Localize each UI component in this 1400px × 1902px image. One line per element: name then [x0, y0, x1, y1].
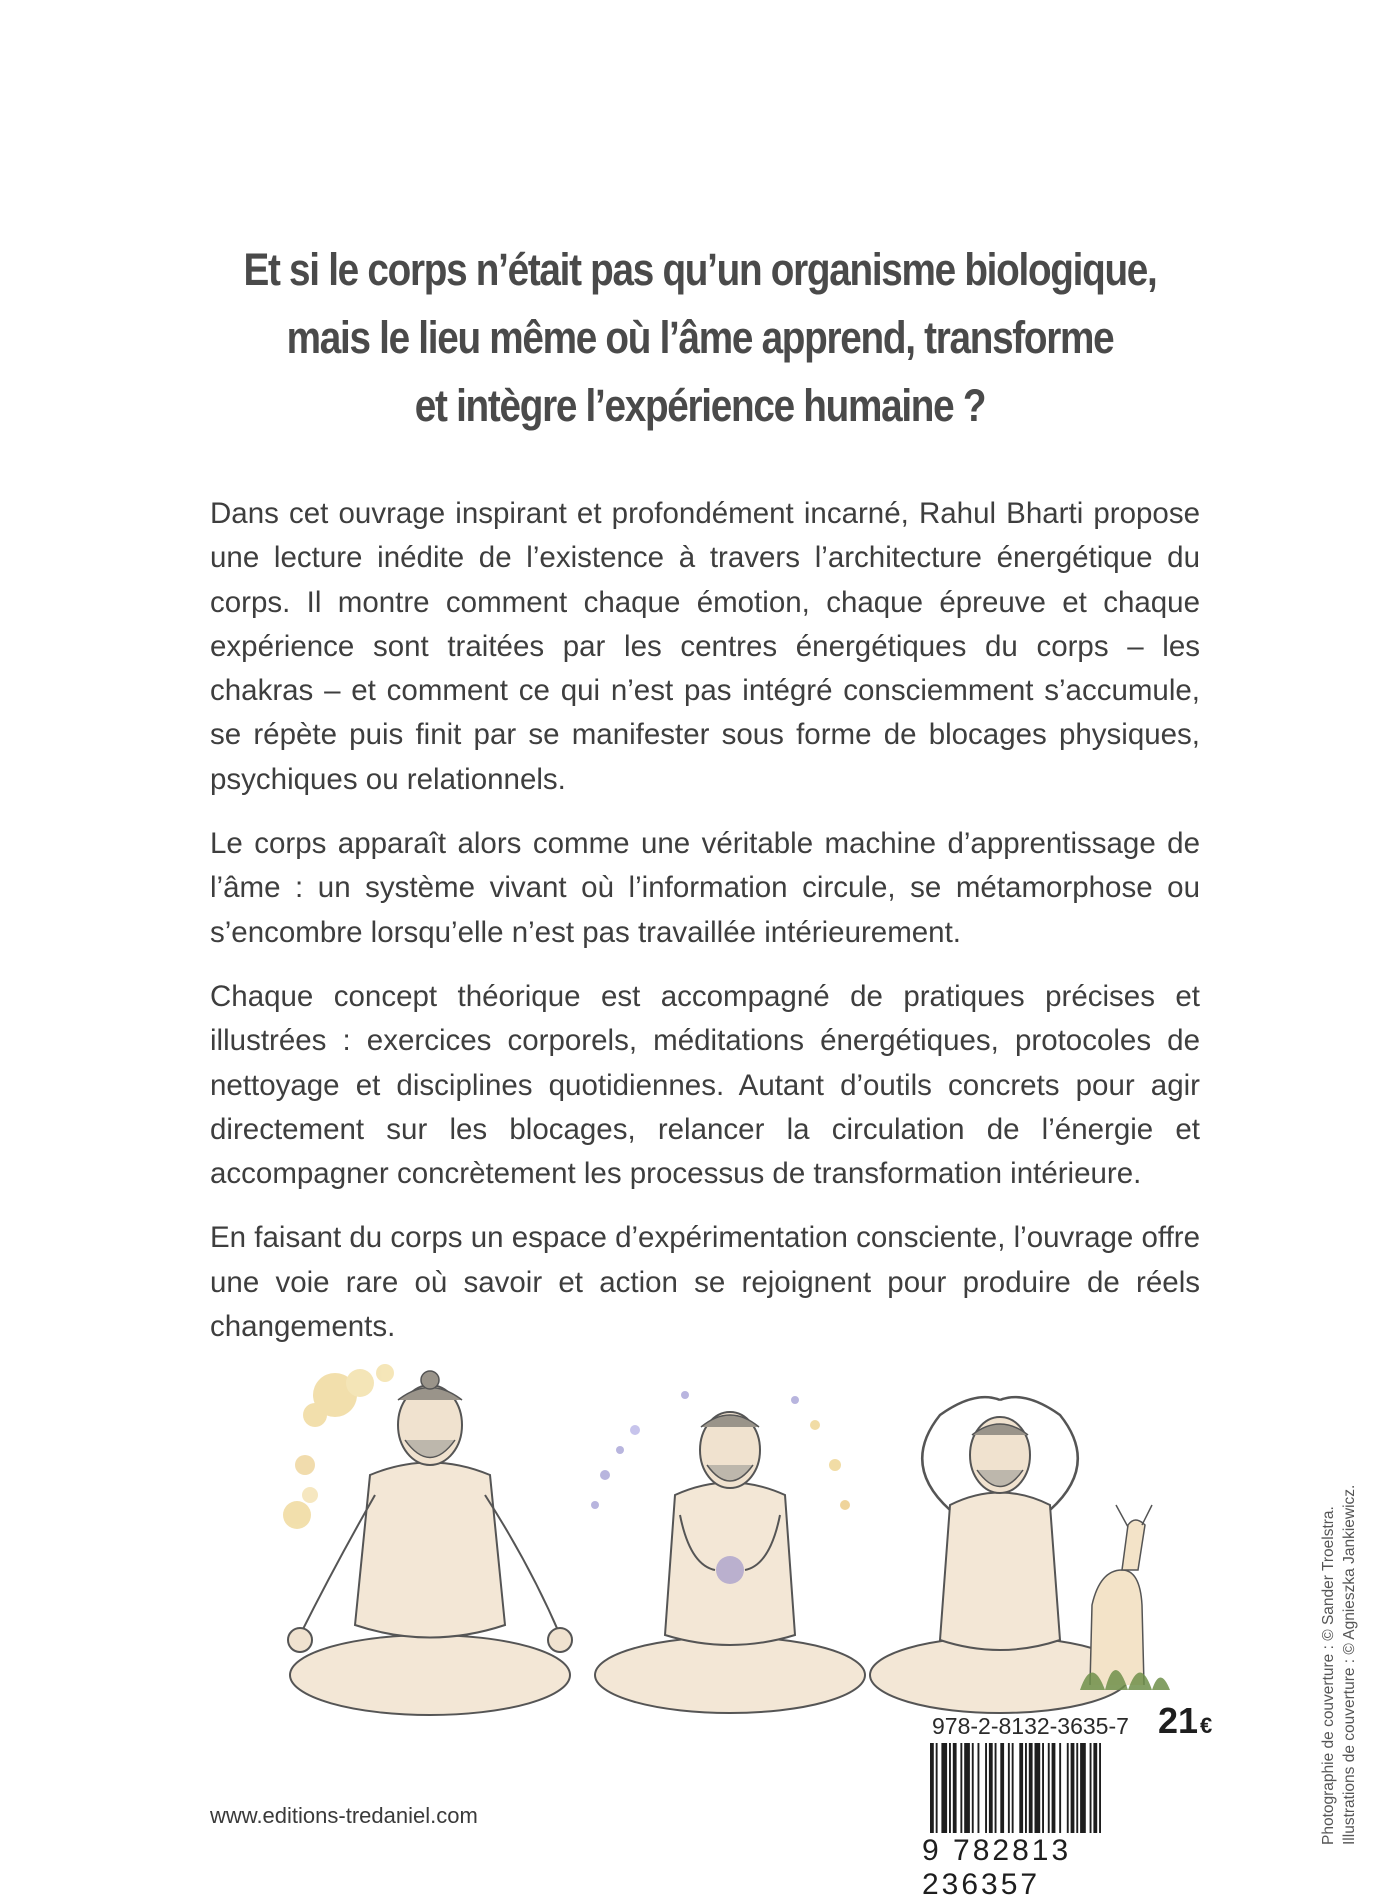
- barcode: [928, 1743, 1190, 1833]
- price-amount: 21: [1158, 1700, 1199, 1741]
- barcode-bar: [1052, 1743, 1056, 1833]
- barcode-bar: [930, 1743, 934, 1833]
- headline: [236, 236, 1165, 440]
- barcode-bar: [936, 1743, 938, 1833]
- paragraph-4: En faisant du corps un espace d’expérimentation consciente, l’ouvrage offre une voie rare où savoir et action se rejoignent pour produire de réels changements.: [210, 1221, 1200, 1344]
- headline-line-1: Et si le corps n’était pas qu’un organisme biologique,: [243, 244, 1157, 295]
- publisher-website: www.editions-tredaniel.com: [210, 1803, 478, 1828]
- deer-icon: [1080, 1505, 1170, 1690]
- paragraph-2: Le corps apparaît alors comme une véritable machine d’apprentissage de l’âme : un système vivant où l’information circule, se métamorphose ou s’encombre lorsqu’elle n’est pas travaillée intérieurement.: [210, 827, 1200, 949]
- back-cover-text: [210, 492, 1200, 1369]
- barcode-bar: [1025, 1743, 1027, 1833]
- barcode-bar: [989, 1743, 993, 1833]
- barcode-bar: [1076, 1743, 1078, 1833]
- barcode-bar: [1093, 1743, 1097, 1833]
- barcode-bar: [978, 1743, 980, 1833]
- isbn-number: 978-2-8132-3635-7: [932, 1713, 1129, 1739]
- barcode-bar: [1029, 1743, 1033, 1833]
- photo-credit: Photographie de couverture : © Sander Troelstra.: [1320, 1506, 1337, 1845]
- barcode-bar: [1067, 1743, 1069, 1833]
- cover-credits: [1318, 1365, 1360, 1845]
- barcode-bar: [972, 1743, 974, 1833]
- meditating-figure-icon: [265, 1355, 595, 1735]
- barcode-bar: [964, 1743, 970, 1833]
- headline-line-3: et intègre l’expérience humaine ?: [414, 380, 986, 431]
- barcode-bar: [1048, 1743, 1050, 1833]
- barcode-digits: 9 782813 236357: [922, 1834, 1072, 1901]
- price: [1158, 1700, 1212, 1742]
- barcode-bar: [985, 1743, 987, 1833]
- barcode-bar: [1000, 1743, 1004, 1833]
- hands-energy-figure-icon: [565, 1355, 895, 1735]
- barcode-bar: [960, 1743, 962, 1833]
- barcode-bar: [1042, 1743, 1044, 1833]
- barcode-bar: [1080, 1743, 1086, 1833]
- barcode-bar: [995, 1743, 997, 1833]
- barcode-bar: [949, 1743, 951, 1833]
- barcode-bar: [1090, 1743, 1092, 1833]
- headline-line-2: mais le lieu même où l’âme apprend, transforme: [286, 312, 1114, 363]
- barcode-bar: [1059, 1743, 1061, 1833]
- barcode-bar: [1071, 1743, 1075, 1833]
- barcode-bar: [941, 1743, 947, 1833]
- barcode-bar: [1012, 1743, 1014, 1833]
- barcode-bar: [1099, 1743, 1101, 1833]
- price-currency: €: [1200, 1713, 1213, 1738]
- arms-overhead-figure-icon: [860, 1355, 1180, 1735]
- illustration-credit: Illustrations de couverture : © Agnieszka Jankiewicz.: [1341, 1484, 1358, 1845]
- barcode-bar: [953, 1743, 957, 1833]
- barcode-bar: [1019, 1743, 1023, 1833]
- barcode-bar: [1035, 1743, 1041, 1833]
- paragraph-1: Dans cet ouvrage inspirant et profondément incarné, Rahul Bharti propose une lecture inédite de l’existence à travers l’architecture énergétique du corps. Il montre comment chaque émotion, chaque épreuve et chaque expérience sont traitées par les centres énergétiques du corps – les chakras – et comment ce qui n’est pas intégré consciemment s’accumule, se répète puis finit par se manifester sous forme de blocages physiques, psychiques ou relationnels.: [210, 497, 1200, 796]
- barcode-bar: [1008, 1743, 1010, 1833]
- paragraph-3: Chaque concept théorique est accompagné de pratiques précises et illustrées : exercices corporels, méditations énergétiques, protocoles de nettoyage et disciplines quotidiennes. Autant d’outils concrets pour agir directement sur les blocages, relancer la circulation de l’énergie et accompagner concrètement les processus de transformation intérieure.: [210, 979, 1200, 1191]
